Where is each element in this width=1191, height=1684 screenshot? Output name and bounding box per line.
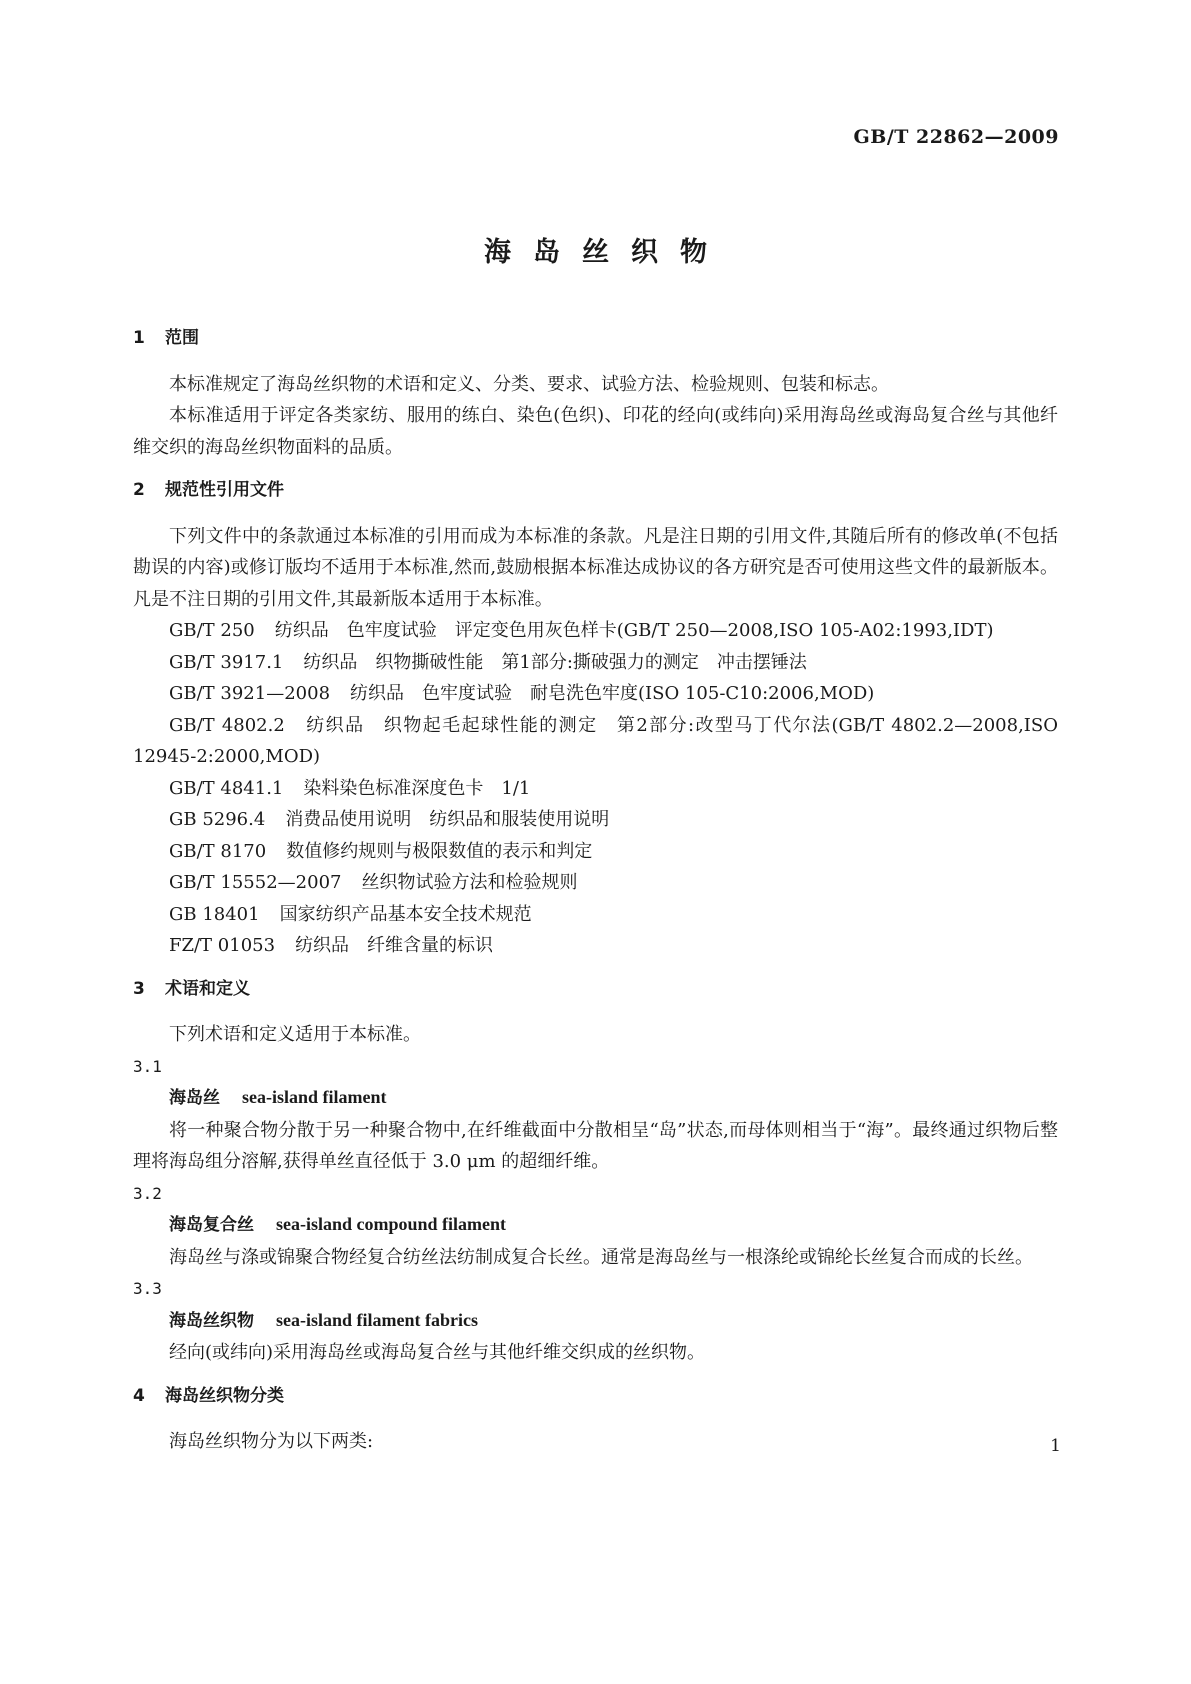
reference-code: GB 18401 [169, 903, 260, 925]
scope-paragraph-1: 本标准规定了海岛丝织物的术语和定义、分类、要求、试验方法、检验规则、包装和标志。 [169, 373, 889, 395]
clause-number: 3.1 [133, 1056, 162, 1076]
section-number: 2 [133, 480, 145, 500]
document-title: 海岛丝织物 [484, 237, 729, 268]
term-definition: 海岛丝与涤或锦聚合物经复合纺丝法纺制成复合长丝。通常是海岛丝与一根涤纶或锦纶长丝复合而成的长丝。 [169, 1246, 1033, 1268]
reference-title: 数值修约规则与极限数值的表示和判定 [286, 840, 593, 862]
reference-title: 染料染色标准深度色卡 1/1 [303, 777, 531, 799]
reference-item [133, 867, 1058, 899]
section-title: 范围 [165, 328, 199, 348]
reference-item [133, 804, 1058, 836]
term-english: sea-island compound filament [276, 1214, 507, 1234]
clause-number: 3.3 [133, 1279, 162, 1298]
section-number: 3 [133, 978, 145, 999]
term-entry [133, 1209, 1058, 1242]
section-number: 4 [133, 1385, 145, 1406]
reference-code: GB/T 4802.2 [169, 714, 285, 736]
scope-paragraph-2: 本标准适用于评定各类家纺、服用的练白、染色(色织)、印花的经向(或纬向)采用海岛丝或海岛复合丝与其他纤维交织的海岛丝织物面料的品质。 [133, 405, 1058, 458]
section-title: 规范性引用文件 [165, 480, 284, 500]
reference-item [133, 899, 1058, 931]
term-definition: 将一种聚合物分散于另一种聚合物中,在纤维截面中分散相呈“岛”状态,而母体则相当于“海”。最终通过织物后整理将海岛组分溶解,获得单丝直径低于 3.0 μm 的超细纤维。 [133, 1119, 1058, 1172]
term-entry [133, 1082, 1058, 1115]
reference-title: 纺织品 织物起毛起球性能的测定 第2部分:改型马丁代尔法(GB/T 4802.2—2008,ISO 12945-2:2000,MOD) [133, 714, 1058, 767]
reference-title: 纺织品 织物撕破性能 第1部分:撕破强力的测定 冲击摆锤法 [303, 651, 807, 673]
reference-item [133, 836, 1058, 868]
term-english: sea-island filament [242, 1087, 387, 1107]
reference-code: GB/T 250 [169, 620, 255, 641]
reference-item [133, 930, 1058, 962]
reference-item [133, 678, 1058, 710]
reference-title: 纺织品 色牢度试验 耐皂洗色牢度(ISO 105-C10:2006,MOD) [350, 683, 875, 704]
term-chinese: 海岛复合丝 [169, 1215, 254, 1235]
section-title: 术语和定义 [165, 978, 250, 999]
reference-item [133, 615, 1058, 647]
page-number: 1 [1050, 1436, 1061, 1456]
section-1-heading [133, 323, 1058, 355]
term-chinese: 海岛丝 [169, 1088, 220, 1108]
section-3-heading [133, 974, 1058, 1006]
document-body [133, 323, 1058, 1458]
terms-intro: 下列术语和定义适用于本标准。 [169, 1024, 421, 1045]
section-title: 海岛丝织物分类 [165, 1385, 284, 1406]
reference-title: 消费品使用说明 纺织品和服装使用说明 [285, 809, 610, 830]
term-chinese: 海岛丝织物 [169, 1310, 254, 1331]
classification-intro: 海岛丝织物分为以下两类: [169, 1431, 374, 1452]
reference-code: GB/T 3917.1 [169, 651, 284, 673]
reference-code: GB/T 4841.1 [169, 777, 284, 799]
term-entry [133, 1305, 1058, 1338]
reference-code: GB/T 15552—2007 [169, 872, 342, 893]
term-definition: 经向(或纬向)采用海岛丝或海岛复合丝与其他纤维交织成的丝织物。 [169, 1342, 706, 1363]
reference-title: 纺织品 纤维含量的标识 [295, 935, 494, 956]
reference-item [133, 647, 1058, 679]
reference-code: GB 5296.4 [169, 809, 266, 830]
term-english: sea-island filament fabrics [276, 1309, 478, 1330]
reference-code: FZ/T 01053 [169, 935, 276, 956]
reference-item [133, 710, 1058, 773]
clause-number: 3.2 [133, 1183, 162, 1203]
reference-title: 国家纺织产品基本安全技术规范 [279, 903, 532, 925]
standard-code: GB/T 22862—2009 [853, 126, 1059, 148]
section-4-heading [133, 1381, 1058, 1413]
reference-title: 丝织物试验方法和检验规则 [361, 872, 578, 893]
section-number: 1 [133, 328, 145, 348]
reference-code: GB/T 8170 [169, 840, 267, 862]
section-2-heading [133, 475, 1058, 507]
reference-code: GB/T 3921—2008 [169, 683, 331, 704]
reference-title: 纺织品 色牢度试验 评定变色用灰色样卡(GB/T 250—2008,ISO 105-A02:1993,IDT) [274, 620, 994, 641]
references-intro: 下列文件中的条款通过本标准的引用而成为本标准的条款。凡是注日期的引用文件,其随后所有的修改单(不包括勘误的内容)或修订版均不适用于本标准,然而,鼓励根据本标准达成协议的各方研究是否可使用这些文件的最新版本。凡是不注日期的引用文件,其最新版本适用于本标准。 [133, 525, 1058, 610]
reference-item [133, 773, 1058, 805]
